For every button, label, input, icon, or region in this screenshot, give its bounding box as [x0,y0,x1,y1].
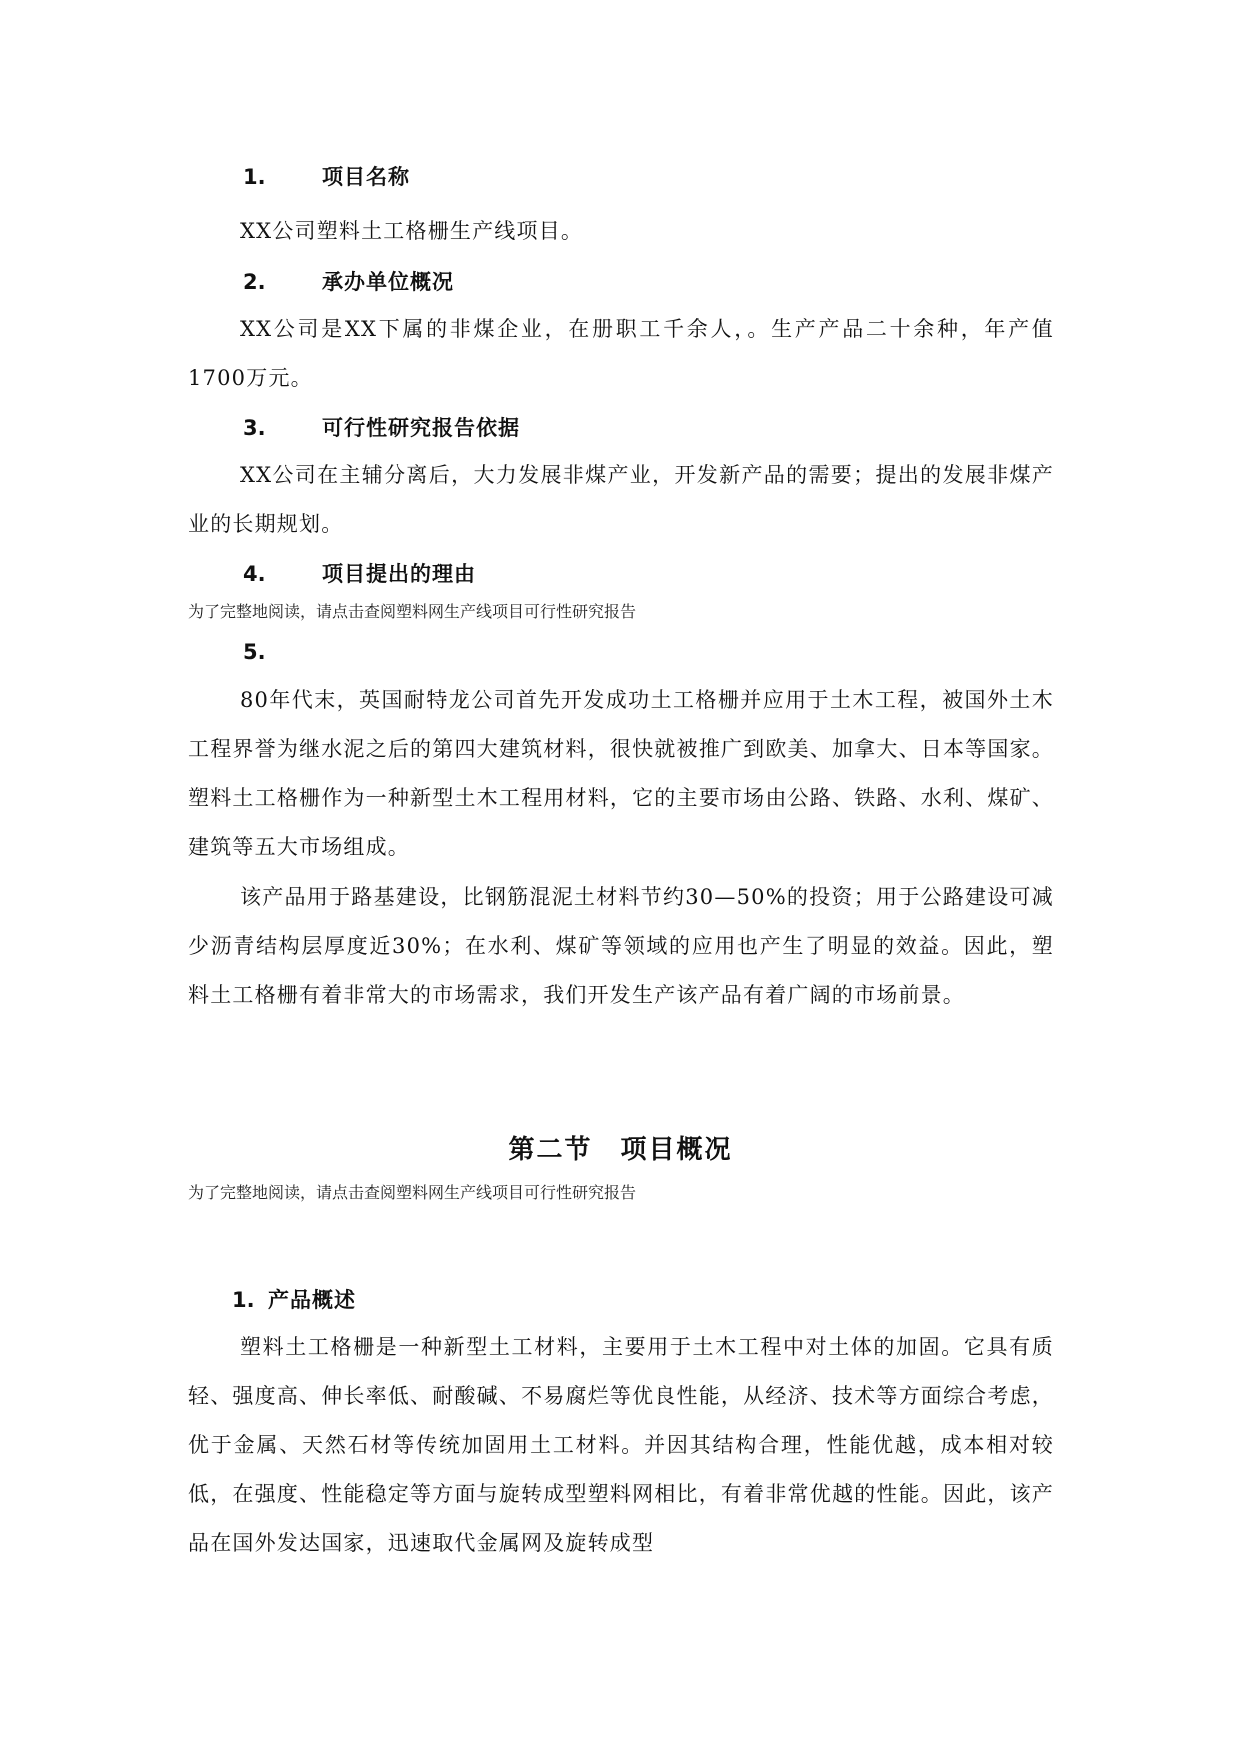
heading-2-number: 2. [243,270,266,294]
heading-1-title: 项目名称 [322,165,410,189]
heading-3-title: 可行性研究报告依据 [322,416,520,440]
heading-1-number: 1. [243,165,266,189]
heading-4-title: 项目提出的理由 [322,562,476,586]
reading-note-link-2[interactable]: 为了完整地阅读，请点击查阅塑料网生产线项目可行性研究报告 [188,1183,637,1202]
paragraph-project-name: XX公司塑料土工格栅生产线项目。 [240,219,584,243]
product-heading-title: 产品概述 [268,1288,356,1312]
product-heading-number: 1. [232,1288,255,1312]
paragraph-basis: XX公司在主辅分离后，大力发展非煤产业，开发新产品的需要；提出的发展非煤产业的长期规划。 [188,463,1054,536]
paragraph-background: 80年代末，英国耐特龙公司首先开发成功土工格栅并应用于土木工程，被国外土木工程界誉为继水泥之后的第四大建筑材料，很快就被推广到欧美、加拿大、日本等国家。塑料土工格栅作为一种新型土木工程用材料，它的主要市场由公路、铁路、水利、煤矿、建筑等五大市场组成。 [188,688,1054,859]
heading-2-title: 承办单位概况 [322,270,454,294]
heading-4-number: 4. [243,562,266,586]
paragraph-market: 该产品用于路基建设，比钢筋混泥土材料节约30—50%的投资；用于公路建设可减少沥青结构层厚度近30%；在水利、煤矿等领域的应用也产生了明显的效益。因此，塑料土工格栅有着非常大的市场需求，我们开发生产该产品有着广阔的市场前景。 [188,885,1054,1007]
paragraph-product-overview: 塑料土工格栅是一种新型土工材料，主要用于土木工程中对土体的加固。它具有质轻、强度高、伸长率低、耐酸碱、不易腐烂等优良性能，从经济、技术等方面综合考虑，优于金属、天然石材等传统加固用土工材料。并因其结构合理，性能优越，成本相对较低，在强度、性能稳定等方面与旋转成型塑料网相比，有着非常优越的性能。因此，该产品在国外发达国家，迅速取代金属网及旋转成型 [188,1335,1054,1555]
heading-3-number: 3. [243,416,266,440]
reading-note-link[interactable]: 为了完整地阅读，请点击查阅塑料网生产线项目可行性研究报告 [188,602,637,621]
paragraph-organization: XX公司是XX下属的非煤企业，在册职工千余人，。生产产品二十余种，年产值1700万元。 [188,317,1054,390]
heading-5-number: 5. [243,640,266,664]
section-title: 第二节 项目概况 [508,1135,733,1165]
